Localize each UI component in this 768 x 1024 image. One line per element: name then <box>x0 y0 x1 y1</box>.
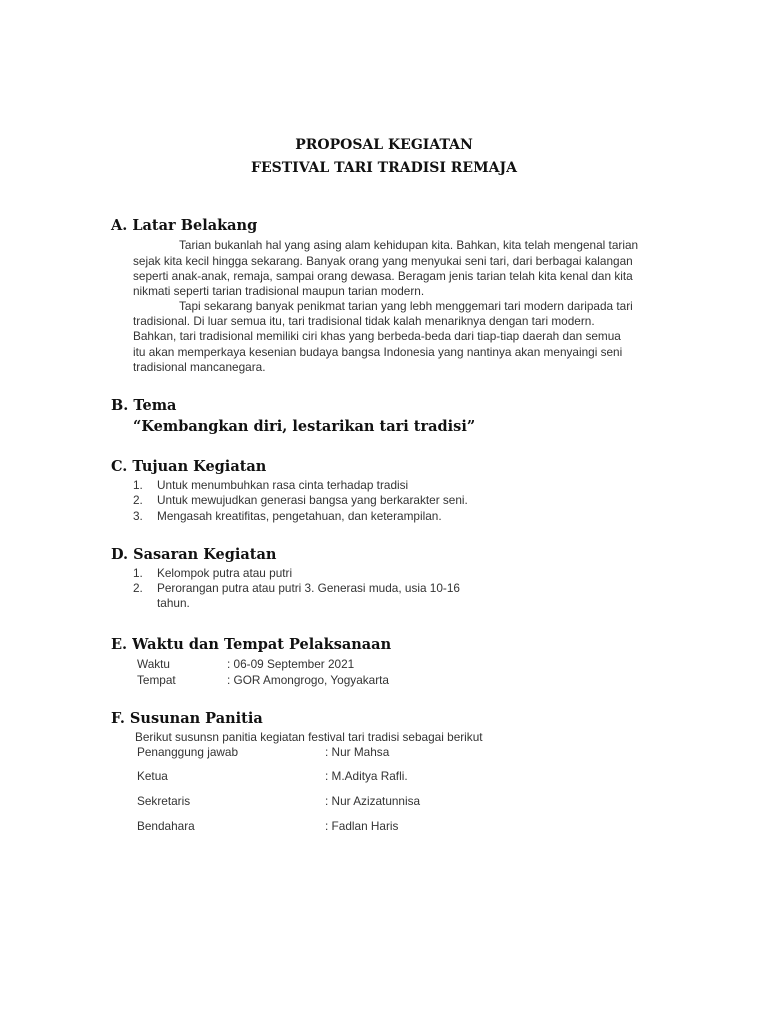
section-heading-latar-belakang: A. Latar Belakang <box>111 217 258 234</box>
section-heading-waktu-tempat: E. Waktu dan Tempat Pelaksanaan <box>111 636 392 653</box>
paragraph-line: tradisional mancanegara. <box>133 360 266 374</box>
paragraph-line: itu akan memperkaya kesenian budaya bangsa Indonesia yang nantinya akan menyaingi seni <box>133 345 623 359</box>
list-number: 2. <box>133 581 143 595</box>
list-item-continuation: tahun. <box>157 596 190 610</box>
committee-role: Ketua <box>137 769 168 783</box>
committee-name: : Nur Mahsa <box>325 745 390 759</box>
section-heading-sasaran: D. Sasaran Kegiatan <box>111 546 277 563</box>
section-heading-tema: B. Tema <box>111 397 177 414</box>
list-item: Untuk mewujudkan generasi bangsa yang berkarakter seni. <box>157 493 468 507</box>
list-number: 1. <box>133 566 143 580</box>
committee-role: Penanggung jawab <box>137 745 239 759</box>
section-heading-panitia: F. Susunan Panitia <box>111 710 263 727</box>
detail-value: : 06-09 September 2021 <box>227 657 355 671</box>
committee-role: Sekretaris <box>137 794 191 808</box>
detail-label: Tempat <box>137 673 176 687</box>
list-item: Untuk menumbuhkan rasa cinta terhadap tradisi <box>157 478 409 492</box>
paragraph-line: tradisional. Di luar semua itu, tari tradisional tidak kalah menariknya dengan tari modern. <box>133 314 595 328</box>
section-heading-tujuan: C. Tujuan Kegiatan <box>111 458 267 475</box>
document-subtitle: FESTIVAL TARI TRADISI REMAJA <box>251 160 517 176</box>
committee-name: : Fadlan Haris <box>325 819 399 833</box>
committee-name: : M.Aditya Rafli. <box>325 769 408 783</box>
list-number: 1. <box>133 478 143 492</box>
committee-role: Bendahara <box>137 819 195 833</box>
paragraph-line: Tarian bukanlah hal yang asing alam kehidupan kita. Bahkan, kita telah mengenal tarian <box>179 238 639 252</box>
list-item: Mengasah kreatifitas, pengetahuan, dan keterampilan. <box>157 509 442 523</box>
paragraph-line: Tapi sekarang banyak penikmat tarian yang lebh menggemari tari modern daripada tari <box>179 299 633 313</box>
committee-intro: Berikut susunsn panitia kegiatan festival tari tradisi sebagai berikut <box>135 730 483 744</box>
paragraph-line: nikmati seperti tarian tradisional maupun tarian modern. <box>133 284 425 298</box>
detail-value: : GOR Amongrogo, Yogyakarta <box>227 673 389 687</box>
list-item: Perorangan putra atau putri 3. Generasi muda, usia 10-16 <box>157 581 460 595</box>
list-number: 3. <box>133 509 143 523</box>
paragraph-line: sejak kita kecil hingga sekarang. Banyak orang yang menyukai seni tari, dari berbagai kalangan <box>133 254 633 268</box>
paragraph-line: seperti anak-anak, remaja, sampai orang dewasa. Beragam jenis tarian telah kita kenal dan kita <box>133 269 633 283</box>
committee-name: : Nur Azizatunnisa <box>325 794 421 808</box>
list-item: Kelompok putra atau putri <box>157 566 293 580</box>
document-title: PROPOSAL KEGIATAN <box>295 137 473 153</box>
list-number: 2. <box>133 493 143 507</box>
theme-quote: “Kembangkan diri, lestarikan tari tradisi” <box>133 418 476 435</box>
detail-label: Waktu <box>137 657 170 671</box>
paragraph-line: Bahkan, tari tradisional memiliki ciri khas yang berbeda-beda dari tiap-tiap daerah dan semua <box>133 329 621 343</box>
